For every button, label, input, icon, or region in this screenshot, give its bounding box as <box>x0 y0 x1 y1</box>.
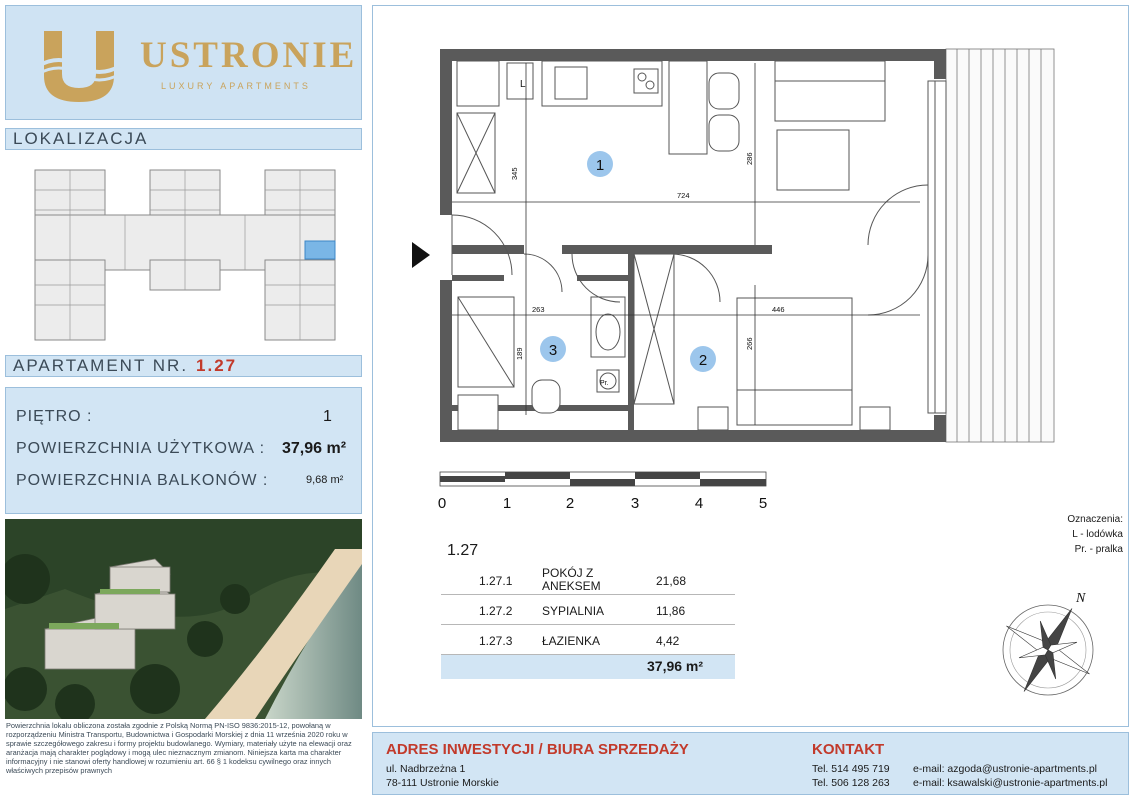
table-total-row <box>441 655 735 679</box>
brand-logo-mark <box>34 26 124 106</box>
room-name: ŁAZIENKA <box>542 634 601 648</box>
room-marker-3 <box>540 336 566 362</box>
dim-724: 724 <box>677 191 690 200</box>
floor-value: 1 <box>323 408 332 425</box>
room-area: 11,86 <box>656 604 686 618</box>
contact-title: KONTAKT <box>812 741 885 758</box>
table-apartment-id: 1.27 <box>447 542 479 559</box>
room-name: POKÓJ Z ANEKSEM <box>542 566 601 593</box>
fridge-mark: L <box>520 79 526 90</box>
table-row <box>441 595 735 625</box>
scale-label-0: 0 <box>437 495 447 512</box>
compass-rose-icon <box>1003 591 1093 695</box>
legend-item-fridge: L - lodówka <box>1072 529 1123 540</box>
svg-text:2: 2 <box>698 352 708 369</box>
logo-panel <box>5 5 362 120</box>
svg-text:1: 1 <box>595 157 605 174</box>
room-id: 1.27.2 <box>479 604 513 618</box>
entrance-arrow <box>412 242 430 268</box>
dim-446: 446 <box>772 305 785 314</box>
apartment-info <box>5 387 362 514</box>
contact-phone-1: Tel. 514 495 719 <box>812 763 890 775</box>
dim-263: 263 <box>532 305 545 314</box>
legend <box>1053 512 1123 557</box>
room-id: 1.27.1 <box>479 574 513 588</box>
usable-area-value: 37,96 m² <box>282 440 347 457</box>
footer <box>372 732 1129 795</box>
table-row <box>441 625 735 655</box>
table-row <box>441 565 735 595</box>
dim-189: 189 <box>515 347 524 360</box>
scale-label-3: 3 <box>630 495 640 512</box>
legend-title: Oznaczenia: <box>1067 514 1123 525</box>
room-area: 21,68 <box>656 574 687 588</box>
apartment-header <box>5 355 362 377</box>
brand-tagline: LUXURY APARTMENTS <box>161 81 311 91</box>
scale-label-5: 5 <box>758 495 768 512</box>
washer-mark: Pr. <box>600 380 609 387</box>
site-plan-map <box>30 165 342 345</box>
table-total: 37,96 m² <box>647 658 704 674</box>
room-marker-2 <box>690 346 716 372</box>
scale-label-1: 1 <box>502 495 512 512</box>
highlighted-apartment <box>305 241 335 259</box>
apartment-label: APARTAMENT NR. <box>13 356 189 375</box>
room-marker-1 <box>587 151 613 177</box>
address-line-1: ul. Nadbrzeżna 1 <box>386 763 466 775</box>
balcony-area-value: 9,68 m² <box>306 474 344 486</box>
balcony-area-label: POWIERZCHNIA BALKONÓW : <box>16 472 269 489</box>
building-rendering <box>5 519 362 719</box>
location-title: LOKALIZACJA <box>13 129 149 148</box>
legend-item-washer: Pr. - pralka <box>1074 544 1123 555</box>
svg-text:3: 3 <box>548 342 558 359</box>
address-title: ADRES INWESTYCJI / BIURA SPRZEDAŻY <box>386 741 689 758</box>
scale-bar <box>438 472 767 512</box>
contact-email-2: e-mail: ksawalski@ustronie-apartments.pl <box>913 777 1108 789</box>
contact-email-1: e-mail: azgoda@ustronie-apartments.pl <box>913 763 1097 775</box>
room-name: SYPIALNIA <box>542 604 605 618</box>
dim-286: 286 <box>745 152 754 165</box>
compass-north: N <box>1076 591 1086 606</box>
dim-345: 345 <box>510 167 519 180</box>
legal-disclaimer: Powierzchnia lokalu obliczona została zgodnie z Polską Normą PN-ISO 9836:2015-12, powołaną w rozporządzeniu Ministra Transportu, Budownictwa i Gospodarki Morskiej z dnia 11 września 2020 roku w sprawie szczegółowego zakresu i formy projektu budowlanego. Wymiary, materiały użyte na elewacji oraz aranżacja mają charakter poglądowy i mogą ulec nieznacznym zmianom. Niniejsza karta ma charakter informacyjny i nie stanowi oferty handlowej w rozumieniu art. 66 § 1 kodeksu cywilnego oraz innych właściwych przepisów prawnych <box>6 721 352 775</box>
contact-phone-2: Tel. 506 128 263 <box>812 777 890 789</box>
brand-name: USTRONIE <box>140 35 358 76</box>
apartment-number: 1.27 <box>196 356 238 375</box>
usable-area-label: POWIERZCHNIA UŻYTKOWA : <box>16 440 266 457</box>
address-line-2: 78-111 Ustronie Morskie <box>386 777 499 789</box>
location-header <box>5 128 362 150</box>
scale-label-2: 2 <box>565 495 575 512</box>
room-area: 4,42 <box>656 634 680 648</box>
balcony <box>946 49 1054 442</box>
room-id: 1.27.3 <box>479 634 513 648</box>
scale-label-4: 4 <box>694 495 704 512</box>
dim-266: 266 <box>745 337 754 350</box>
floor-label: PIĘTRO : <box>16 408 93 425</box>
